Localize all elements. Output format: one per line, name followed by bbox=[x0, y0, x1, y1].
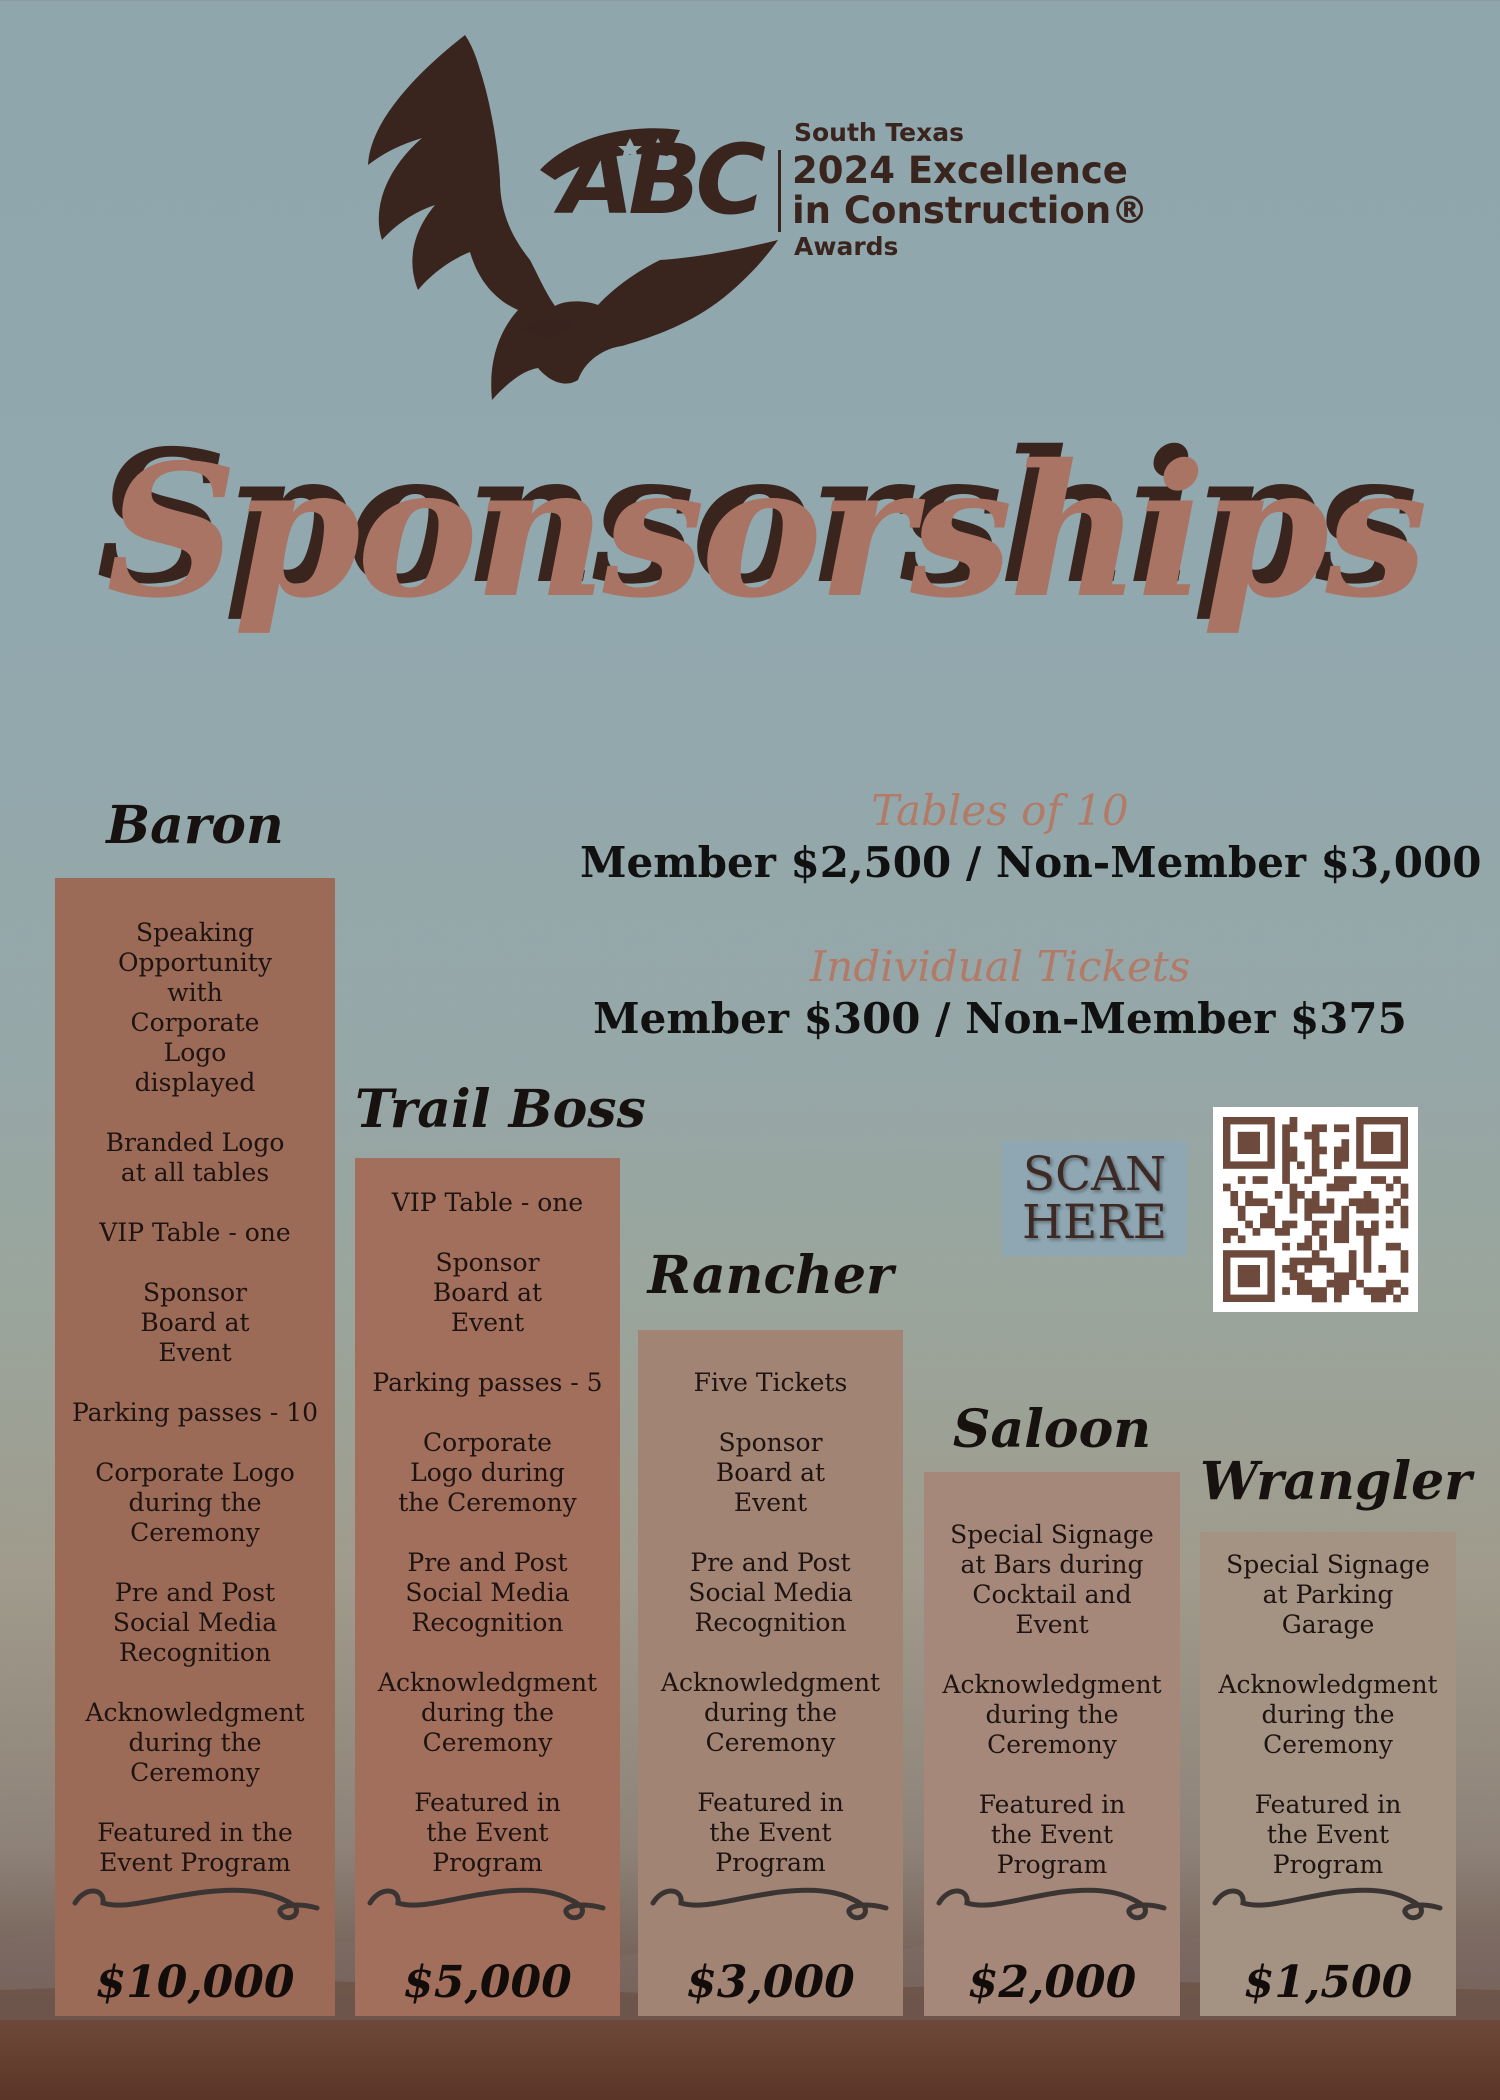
benefit-item: Featured in the Event Program bbox=[414, 1788, 561, 1877]
logo-line-2: in Construction® bbox=[792, 189, 1149, 232]
tier-title-rancher: Rancher bbox=[647, 1245, 894, 1306]
benefit-item: Acknowledgment during the Ceremony bbox=[942, 1670, 1162, 1759]
benefit-item: Featured in the Event Program bbox=[97, 1818, 293, 1877]
benefit-item: Sponsor Board at Event bbox=[715, 1428, 826, 1517]
benefit-item: Corporate Logo during the Ceremony bbox=[95, 1458, 295, 1547]
benefit-item: Special Signage at Bars during Cocktail and Event bbox=[950, 1520, 1154, 1639]
tier-title-wrangler: Wrangler bbox=[1200, 1451, 1472, 1512]
benefit-item: Featured in the Event Program bbox=[978, 1790, 1126, 1879]
tier-price-rancher: $3,000 bbox=[686, 1957, 855, 2008]
benefit-item: Pre and Post Social Media Recognition bbox=[688, 1548, 853, 1637]
ground-strip bbox=[0, 2020, 1500, 2100]
tier-panel-trail-boss bbox=[355, 1158, 620, 2016]
tier-price-wrangler: $1,500 bbox=[1243, 1957, 1413, 2008]
benefit-item: Acknowledgment during the Ceremony bbox=[85, 1698, 305, 1787]
tier-title-trail-boss: Trail Boss bbox=[355, 1079, 646, 1140]
logo-divider bbox=[778, 150, 781, 232]
tickets-price: Member $300 / Non-Member $375 bbox=[593, 994, 1407, 1043]
benefit-item: Branded Logo at all tables bbox=[105, 1128, 285, 1187]
tier-panel-rancher bbox=[638, 1330, 903, 2016]
tables-label: Tables of 10 bbox=[871, 786, 1129, 835]
benefit-item: Pre and Post Social Media Recognition bbox=[405, 1548, 570, 1637]
tier-panel-saloon bbox=[924, 1472, 1180, 2016]
qr-code-icon bbox=[1213, 1107, 1418, 1312]
benefit-item: Parking passes - 5 bbox=[372, 1368, 603, 1397]
tickets-label: Individual Tickets bbox=[809, 942, 1191, 991]
tier-title-saloon: Saloon bbox=[952, 1399, 1152, 1460]
benefit-item: Five Tickets bbox=[693, 1368, 848, 1397]
tables-price: Member $2,500 / Non-Member $3,000 bbox=[580, 838, 1482, 887]
benefit-item: Acknowledgment during the Ceremony bbox=[377, 1668, 598, 1757]
benefit-item: Acknowledgment during the Ceremony bbox=[1218, 1670, 1438, 1759]
scan-line-1: SCAN bbox=[1022, 1147, 1167, 1202]
scan-line-2: HERE bbox=[1022, 1195, 1167, 1250]
logo-region: South Texas bbox=[794, 118, 964, 147]
logo-line-3: Awards bbox=[794, 232, 899, 261]
benefit-item: Acknowledgment during the Ceremony bbox=[660, 1668, 881, 1757]
scan-here-label bbox=[1002, 1141, 1187, 1256]
abc-wordmark: ABC bbox=[560, 124, 760, 236]
logo-line-1: 2024 Excellence bbox=[792, 149, 1128, 192]
benefit-item: Sponsor Board at Event bbox=[140, 1278, 250, 1367]
benefit-item: Special Signage at Parking Garage bbox=[1226, 1550, 1430, 1639]
tier-panel-wrangler bbox=[1200, 1532, 1456, 2016]
tier-price-baron: $10,000 bbox=[95, 1957, 295, 2008]
benefit-item: VIP Table - one bbox=[99, 1218, 291, 1247]
benefit-item: Featured in the Event Program bbox=[697, 1788, 844, 1877]
benefit-item: Pre and Post Social Media Recognition bbox=[112, 1578, 278, 1667]
tier-price-saloon: $2,000 bbox=[967, 1957, 1137, 2008]
swash-ornament-icon bbox=[638, 1878, 903, 1928]
benefit-item: Corporate Logo during the Ceremony bbox=[398, 1428, 577, 1517]
swash-ornament-icon bbox=[355, 1878, 620, 1928]
swash-ornament-icon bbox=[924, 1878, 1180, 1928]
tier-price-trail-boss: $5,000 bbox=[403, 1957, 572, 2008]
swash-ornament-icon bbox=[55, 1878, 335, 1928]
page-title: Sponsorships bbox=[106, 424, 1424, 638]
benefit-item: Sponsor Board at Event bbox=[432, 1248, 543, 1337]
benefit-item: VIP Table - one bbox=[391, 1188, 584, 1217]
swash-ornament-icon bbox=[1200, 1878, 1456, 1928]
benefit-item: Featured in the Event Program bbox=[1254, 1790, 1402, 1879]
tier-panel-baron bbox=[55, 878, 335, 2016]
tier-title-baron: Baron bbox=[106, 795, 284, 856]
benefit-item: Speaking Opportunity with Corporate Logo displayed bbox=[118, 918, 272, 1097]
qr-code[interactable] bbox=[1213, 1107, 1418, 1312]
benefit-item: Parking passes - 10 bbox=[71, 1398, 319, 1427]
